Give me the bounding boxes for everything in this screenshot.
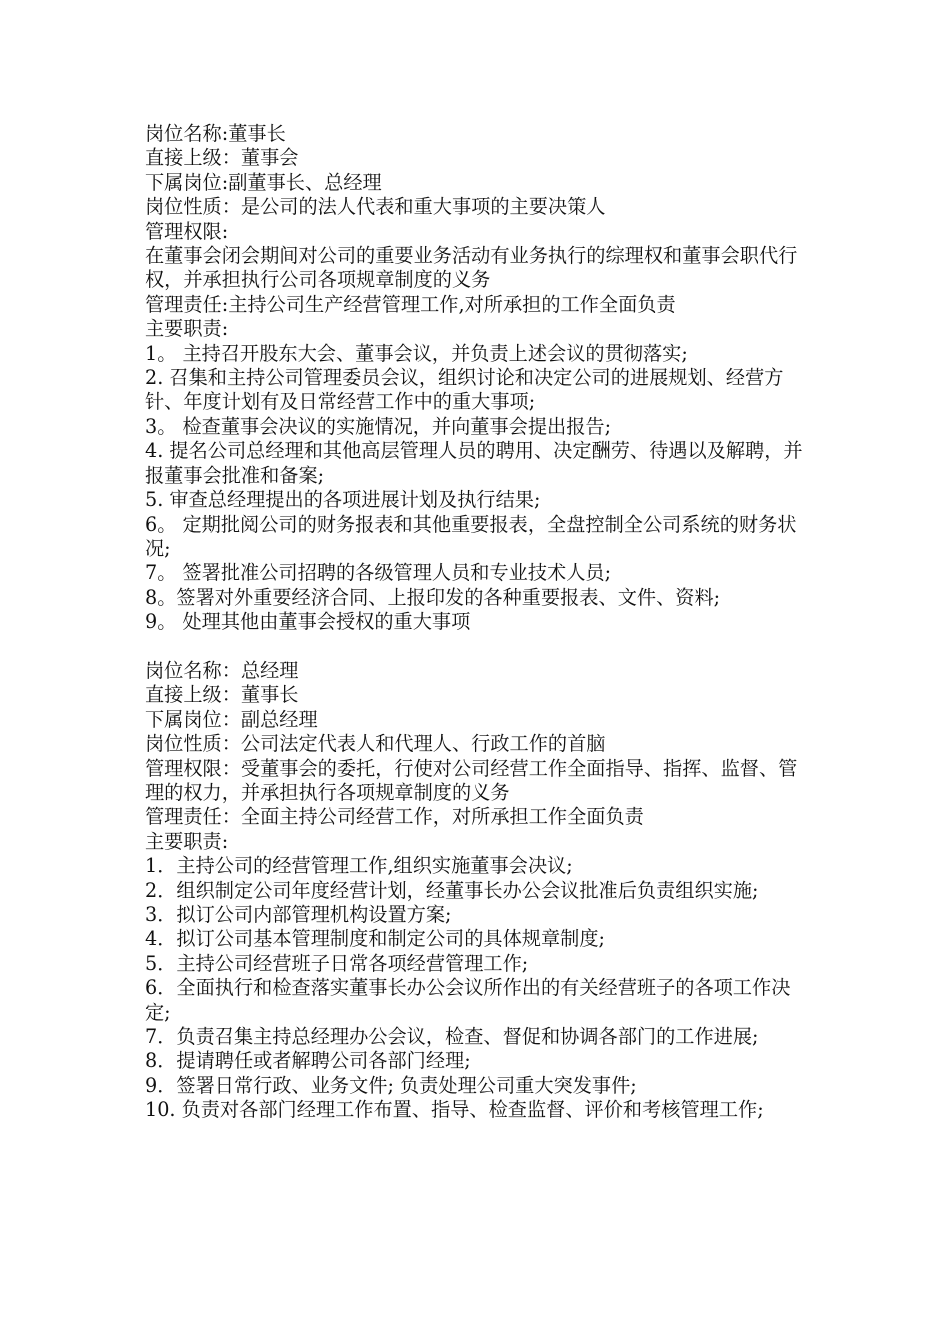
s2-duty-item: 4．拟订公司基本管理制度和制定公司的具体规章制度; [145, 927, 605, 951]
s1-duty-item: 6。 定期批阅公司的财务报表和其他重要报表，全盘控制全公司系统的财务状况; [145, 512, 797, 560]
s2-duty-item: 9．签署日常行政、业务文件; 负责处理公司重大突发事件; [145, 1073, 637, 1097]
s2-duty-item: 10. 负责对各部门经理工作布置、指导、检查监督、评价和考核管理工作; [145, 1098, 764, 1122]
s1-duty-item: 9。 处理其他由董事会授权的重大事项 [145, 610, 471, 634]
s2-subordinates: 下属岗位：副总经理 [145, 707, 318, 731]
s2-duty-item: 8．提请聘任或者解聘公司各部门经理; [145, 1049, 471, 1073]
s1-authority-label: 管理权限: [145, 219, 229, 243]
document-page [145, 122, 815, 1123]
s2-duties-label: 主要职责: [145, 829, 229, 853]
s2-authority: 管理权限：受董事会的委托，行使对公司经营工作全面指导、指挥、监督、管理的权力，并承担执行各项规章制度的义务 [145, 756, 798, 804]
s2-nature: 岗位性质：公司法定代表人和代理人、行政工作的首脑 [145, 732, 606, 756]
s2-duty-item: 5．主持公司经营班子日常各项经营管理工作; [145, 951, 529, 975]
s1-position-name: 岗位名称:董事长 [145, 122, 286, 145]
s1-duty-item: 5. 审查总经理提出的各项进展计划及执行结果; [145, 488, 541, 512]
s1-duties-label: 主要职责: [145, 317, 229, 341]
s2-superior: 直接上级：董事长 [145, 683, 299, 707]
s1-responsibility: 管理责任:主持公司生产经营管理工作,对所承担的工作全面负责 [145, 292, 676, 316]
s2-duty-item: 7．负责召集主持总经理办公会议，检查、督促和协调各部门的工作进展; [145, 1025, 759, 1049]
s1-subordinates: 下属岗位:副董事长、总经理 [145, 170, 382, 194]
section-spacer [145, 635, 815, 659]
s2-duty-item: 6．全面执行和检查落实董事长办公会议所作出的有关经营班子的各项工作决定; [145, 976, 791, 1024]
s2-duty-item: 2．组织制定公司年度经营计划，经董事长办公会议批准后负责组织实施; [145, 878, 759, 902]
s1-duty-item: 3。 检查董事会决议的实施情况，并向董事会提出报告; [145, 414, 612, 438]
s2-duty-item: 3．拟订公司内部管理机构设置方案; [145, 902, 452, 926]
s1-duty-item: 1。 主持召开股东大会、董事会议，并负责上述会议的贯彻落实; [145, 341, 688, 365]
s1-superior: 直接上级：董事会 [145, 146, 299, 170]
s1-duty-item: 2. 召集和主持公司管理委员会议，组织讨论和决定公司的进展规划、经营方针、年度计划有及日常经营工作中的重大事项; [145, 366, 784, 414]
s2-responsibility: 管理责任：全面主持公司经营工作，对所承担工作全面负责 [145, 805, 644, 829]
s1-nature: 岗位性质：是公司的法人代表和重大事项的主要决策人 [145, 195, 606, 219]
s1-duty-item: 7。 签署批准公司招聘的各级管理人员和专业技术人员; [145, 561, 612, 585]
s2-duty-item: 1．主持公司的经营管理工作,组织实施董事会决议; [145, 854, 573, 878]
s1-duty-item: 4. 提名公司总经理和其他高层管理人员的聘用、决定酬劳、待遇以及解聘，并报董事会批准和备案; [145, 439, 803, 487]
s1-authority-text: 在董事会闭会期间对公司的重要业务活动有业务执行的综理权和董事会职代行权，并承担执行公司各项规章制度的义务 [145, 244, 798, 292]
s2-position-name: 岗位名称：总经理 [145, 658, 299, 682]
s1-duty-item: 8。签署对外重要经济合同、上报印发的各种重要报表、文件、资料; [145, 585, 721, 609]
